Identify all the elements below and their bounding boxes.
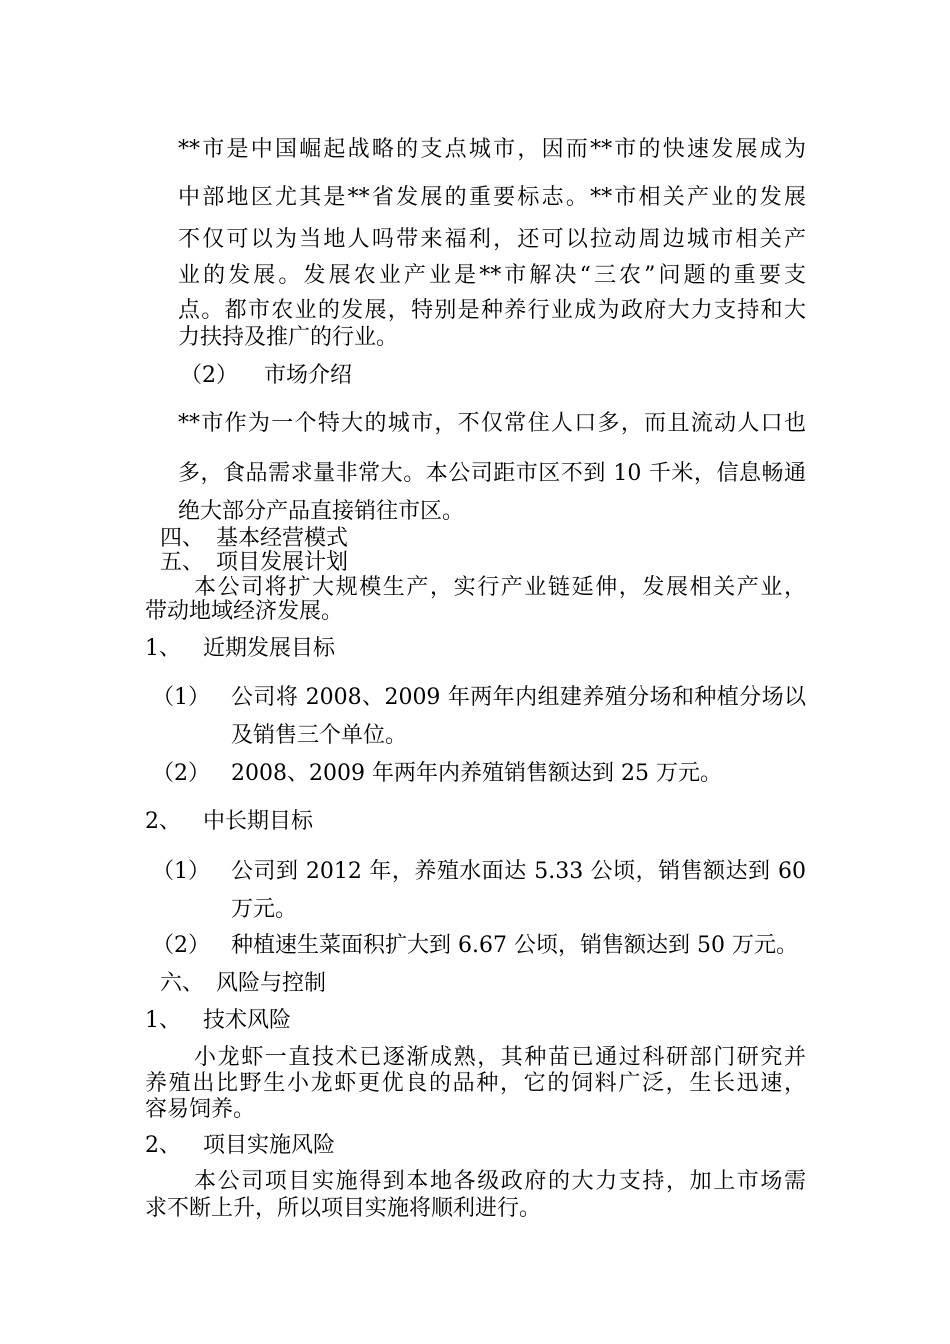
list-item-number: （2） — [152, 933, 210, 958]
list-heading-title: 近期发展目标 — [203, 636, 336, 661]
body-text-line: 中部地区尤其是**省发展的重要标志。**市相关产业的发展 — [178, 185, 806, 210]
body-text-line: 点。都市农业的发展，特别是种养行业成为政府大力支持和大 — [178, 298, 806, 323]
list-item-number: （2） — [152, 761, 210, 786]
list-heading-title: 技术风险 — [203, 1008, 292, 1033]
list-item-number: （1） — [152, 685, 210, 710]
body-text-line: 求不断上升，所以项目实施将顺利进行。 — [145, 1196, 542, 1221]
body-text-line: 本公司将扩大规模生产，实行产业链延伸，发展相关产业， — [194, 575, 806, 600]
body-text-line: **市作为一个特大的城市，不仅常住人口多，而且流动人口也 — [178, 411, 806, 436]
body-text-line: 带动地域经济发展。 — [145, 599, 344, 624]
list-item-text: 种植速生菜面积扩大到 6.67 公顷，销售额达到 50 万元。 — [231, 933, 798, 958]
list-item-number: （1） — [152, 859, 210, 884]
body-text-line: 力扶持及推广的行业。 — [178, 325, 399, 350]
section-heading-number: 五、 — [160, 550, 205, 575]
list-item-text: 公司到 2012 年，养殖水面达 5.33 公顷，销售额达到 60 — [231, 859, 806, 884]
section-heading-title: 项目发展计划 — [216, 550, 349, 575]
section-heading-number: 四、 — [160, 526, 205, 551]
body-text-line: **市是中国崛起战略的支点城市，因而**市的快速发展成为 — [178, 137, 806, 162]
body-text-line: 养殖出比野生小龙虾更优良的品种，它的饲料广泛，生长迅速， — [145, 1071, 806, 1096]
list-item-text: 及销售三个单位。 — [231, 723, 408, 748]
section-heading-title: 基本经营模式 — [216, 526, 349, 551]
list-item-text: 2008、2009 年两年内养殖销售额达到 25 万元。 — [231, 761, 722, 786]
section-heading-title: 风险与控制 — [216, 971, 327, 996]
body-text-line: 本公司项目实施得到本地各级政府的大力支持，加上市场需 — [194, 1169, 806, 1194]
section-heading-number: 六、 — [160, 971, 205, 996]
body-text-line: 绝大部分产品直接销往市区。 — [178, 499, 465, 524]
list-heading-number: 1、 — [145, 1008, 181, 1033]
body-text-line: 小龙虾一直技术已逐渐成熟，其种苗已通过科研部门研究并 — [194, 1045, 806, 1070]
list-heading-title: 中长期目标 — [203, 809, 314, 834]
body-text-line: 多，食品需求量非常大。本公司距市区不到 10 千米，信息畅通 — [178, 461, 806, 486]
list-item-text: 公司将 2008、2009 年两年内组建养殖分场和种植分场以 — [231, 685, 806, 710]
list-heading-number: 2、 — [145, 809, 181, 834]
body-text-line: 容易饲养。 — [145, 1097, 256, 1122]
subheading-market-title: 市场介绍 — [264, 363, 353, 388]
list-item-text: 万元。 — [231, 897, 298, 922]
list-heading-title: 项目实施风险 — [203, 1133, 336, 1158]
body-text-line: 业的发展。发展农业产业是**市解决“三农”问题的重要支 — [178, 263, 806, 288]
body-text-line: 不仅可以为当地人吗带来福利，还可以拉动周边城市相关产 — [178, 227, 806, 252]
subheading-market-number: （2） — [180, 363, 238, 388]
list-heading-number: 1、 — [145, 636, 181, 661]
list-heading-number: 2、 — [145, 1133, 181, 1158]
